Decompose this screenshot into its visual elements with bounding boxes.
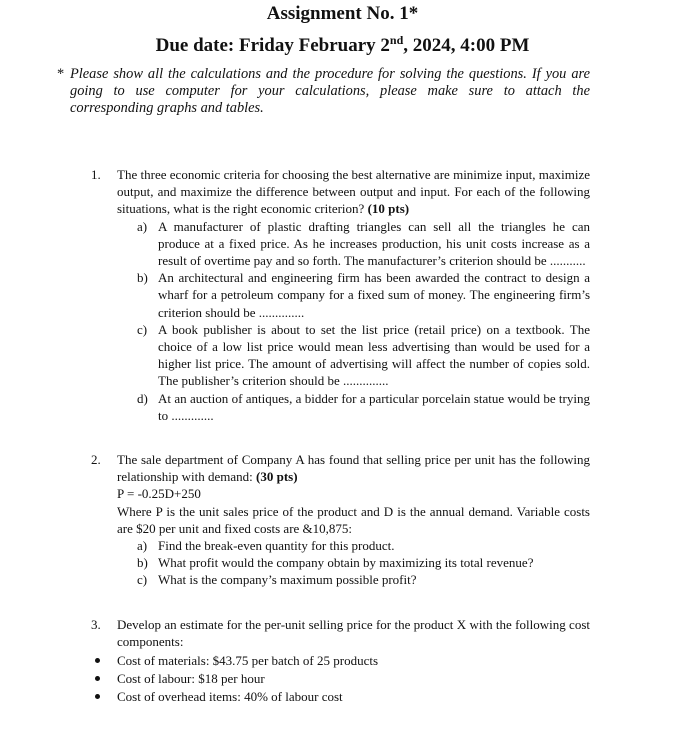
question-1-text: The three economic criteria for choosing the best alternative are minimize input, maximize output, and maximize the difference between output and input. For each of the following situations, what is the right economic criterion?: [117, 167, 590, 217]
part-label: d): [137, 390, 148, 406]
question-1-number: 1.: [91, 167, 101, 182]
part-text: At an auction of antiques, a bidder for a particular porcelain statue would be trying to .............: [158, 390, 590, 423]
part-text: Find the break-even quantity for this product.: [158, 538, 395, 554]
bullet-dot-icon: [95, 694, 100, 699]
question-2-part-a: [137, 537, 590, 554]
question-2-number: 2.: [91, 452, 101, 467]
note-asterisk: *: [57, 66, 65, 82]
question-2-part-b: [137, 554, 590, 571]
question-1-part-c: [137, 321, 590, 390]
part-text: A book publisher is about to set the list price (retail price) on a textbook. The choice of a low list price would mean less advertising than would be used for a higher list price. The amount of advertising will affect the number of copies sold. The publisher’s criterion should be ..............: [158, 321, 590, 389]
due-date-prefix: Due date: Friday February 2: [155, 35, 390, 56]
question-3-text: Develop an estimate for the per-unit selling price for the product X with the following cost components:: [117, 617, 590, 650]
part-label: b): [137, 270, 148, 286]
question-2-points: (30 pts): [256, 469, 298, 485]
bullet-text: Cost of labour: $18 per hour: [117, 671, 265, 686]
part-label: a): [137, 218, 148, 234]
instructions-note: [57, 66, 590, 117]
question-1-part-d: [137, 390, 590, 424]
question-2: [91, 451, 590, 589]
bullet-text: Cost of overhead items: 40% of labour cost: [117, 689, 343, 704]
question-3: [91, 616, 590, 650]
part-text: A manufacturer of plastic drafting triangles can sell all the triangles he can produce at a fixed price. As he increases production, his unit costs increase as a result of overtime pay and so forth. The manufacturer’s criterion should be ...........: [158, 218, 590, 269]
part-label: a): [137, 538, 148, 554]
question-1: [91, 166, 590, 424]
question-1-part-a: [137, 218, 590, 270]
due-date: [0, 35, 685, 57]
question-2-text: The sale department of Company A has found that selling price per unit has the following relationship with demand:: [117, 452, 590, 485]
question-1-part-b: [137, 269, 590, 321]
part-text: What profit would the company obtain by maximizing its total revenue?: [158, 555, 534, 571]
due-date-suffix: , 2024, 4:00 PM: [403, 35, 530, 56]
note-text: Please show all the calculations and the procedure for solving the questions. If you are going to use computer for your calculations, please make sure to attach the corresponding graphs and tables.: [70, 66, 590, 116]
due-date-superscript: nd: [389, 33, 404, 47]
part-text: An architectural and engineering firm has been awarded the contract to design a wharf for a petroleum company for a fixed sum of money. The engineering firm’s criterion should be ..............: [158, 270, 590, 320]
question-2-part-c: [137, 571, 590, 588]
question-1-points: (10 pts): [367, 201, 410, 217]
question-2-equation: P = -0.25D+250: [117, 486, 201, 502]
bullet-dot-icon: [95, 658, 100, 663]
assignment-title: Assignment No. 1*: [266, 3, 419, 24]
question-2-where: Where P is the unit sales price of the product and D is the annual demand. Variable costs are $20 per unit and fixed costs are &10,875:: [117, 503, 590, 536]
question-3-number: 3.: [91, 617, 101, 632]
bullet-dot-icon: [95, 676, 100, 681]
bullet-text: Cost of materials: $43.75 per batch of 25 products: [117, 653, 379, 668]
part-label: c): [137, 572, 148, 588]
part-label: c): [137, 321, 148, 337]
part-text: What is the company’s maximum possible profit?: [158, 572, 417, 588]
part-label: b): [137, 555, 148, 571]
